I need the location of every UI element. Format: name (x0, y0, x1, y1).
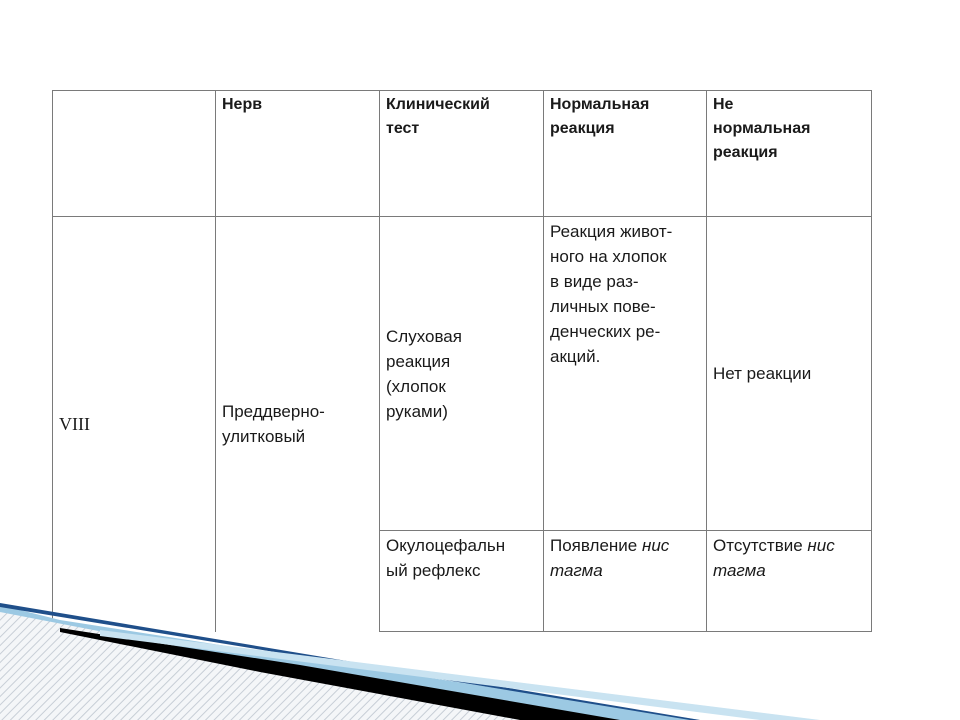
header-cell-abnormal: Не нормальная реакция (707, 91, 872, 217)
test-cell: Окулоцефальн ый рефлекс (380, 531, 544, 632)
table-row (53, 217, 872, 531)
header-cell-number (53, 91, 216, 217)
nerve-number-cell: VIII (53, 217, 216, 632)
abnormal-reaction-cell: Отсутствие нис тагма (707, 531, 872, 632)
corner-light-blue-band (100, 630, 820, 720)
header-cell-test: Клинический тест (380, 91, 544, 217)
header-cell-normal: Нормальная реакция (544, 91, 707, 217)
normal-reaction-cell: Реакция живот- ного на хлопок в виде раз- личных пове- денческих ре- акций. (544, 217, 707, 531)
test-cell: Слуховая реакция (хлопок руками) (380, 217, 544, 531)
header-cell-nerve: Нерв (216, 91, 380, 217)
abnormal-reaction-cell: Нет реакции (707, 217, 872, 531)
nerve-name-cell: Преддверно- улитковый (216, 217, 380, 632)
table-header-row (53, 91, 872, 217)
normal-reaction-cell: Появление нис тагма (544, 531, 707, 632)
cranial-nerve-table (52, 90, 872, 632)
corner-black-stripe (60, 628, 620, 720)
